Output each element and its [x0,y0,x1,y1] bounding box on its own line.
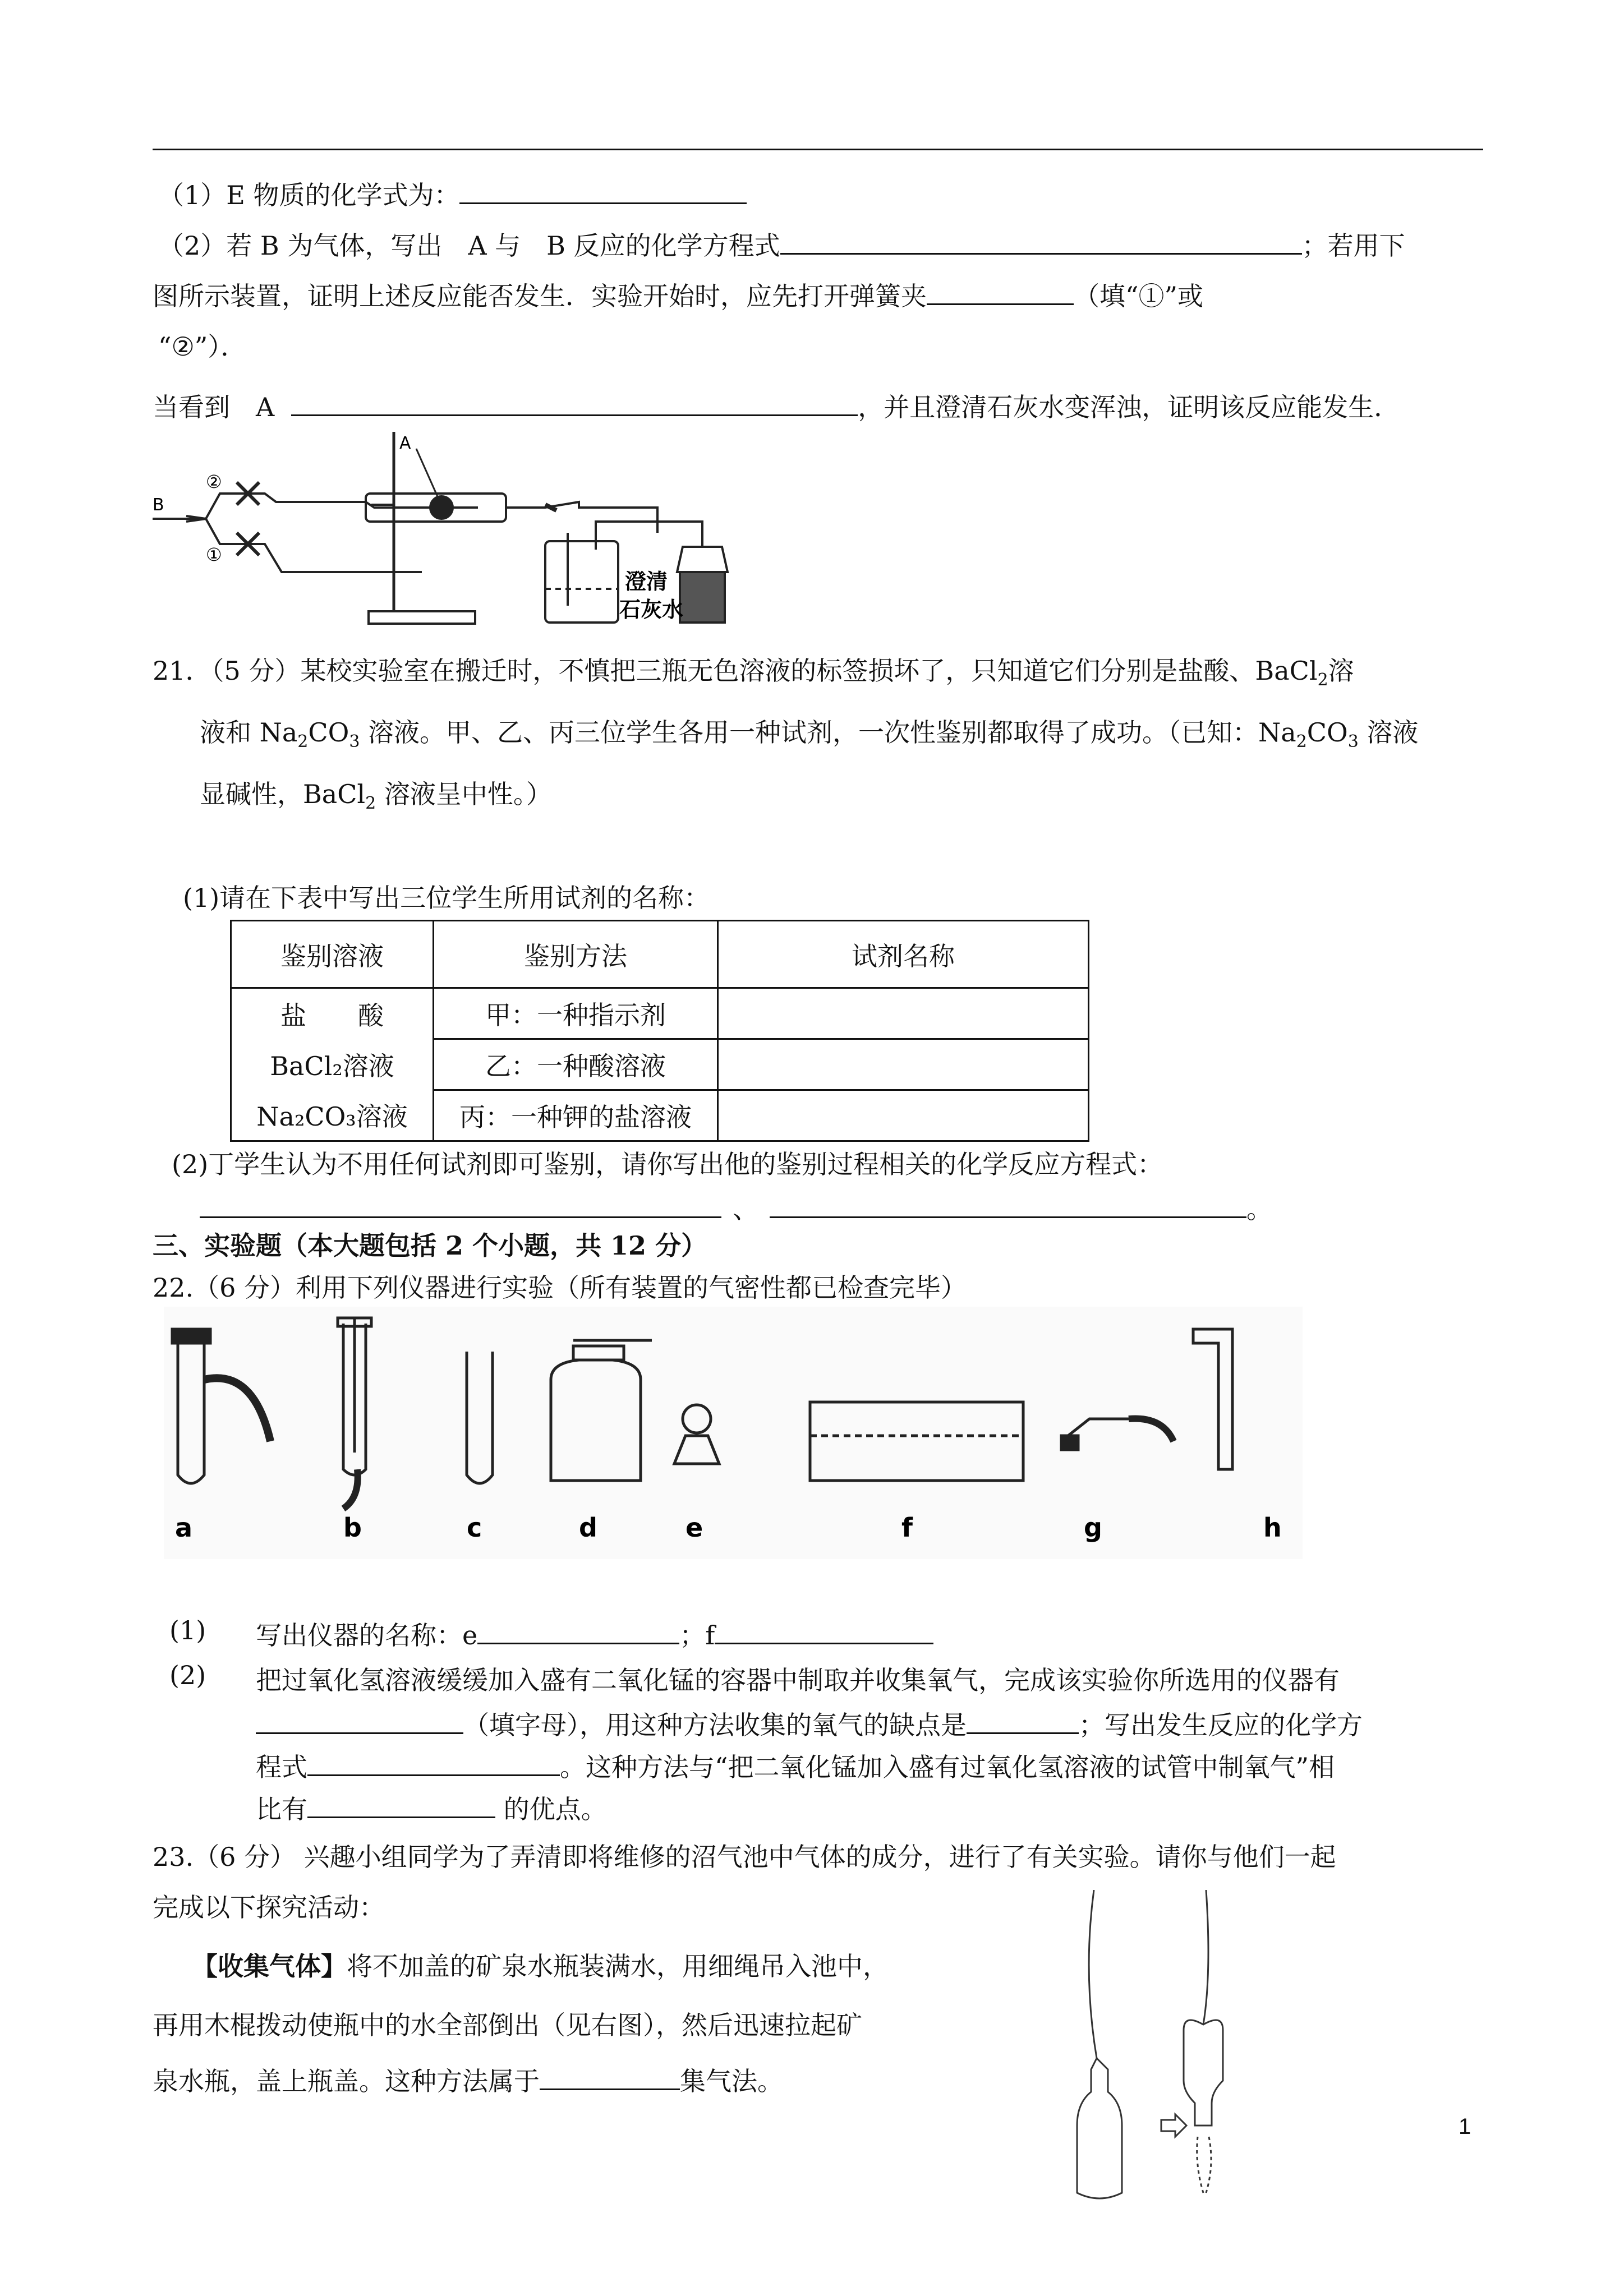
answer-blank[interactable] [256,1708,463,1734]
answer-blank[interactable] [477,1618,679,1644]
q21-line2: 液和 $Na_2CO_3$ 溶液。甲、乙、丙三位学生各用一种试剂，一次性鉴别都取得了成功。（已知：$Na_2CO_3$ 溶液 [200,717,1419,752]
q21-sub1: (1)请在下表中写出三位学生所用试剂的名称： [183,883,710,913]
label-c: c [467,1513,482,1543]
sample-a [429,495,454,520]
lower-tube [206,519,422,572]
limewater-bottle [545,541,618,623]
q21-answer-line: 、 。 [200,1189,1272,1226]
table-header: 试剂名称 [718,921,1089,988]
q22-part1-num: (1) [169,1615,206,1645]
label-b: b [343,1513,362,1543]
table-cell: 乙：一种酸溶液 [434,1039,718,1090]
q20-part3: 当看到 A ，并且澄清石灰水变浑浊，证明该反应能发生． [153,387,1400,424]
q20-part2-line2: 图所示装置，证明上述反应能否发生．实验开始时，应先打开弹簧夹 （填“①”或 [153,276,1203,313]
bottle-left [1077,2058,1122,2198]
svg-text:B: B [153,495,164,515]
label-h: h [1263,1513,1282,1543]
stand-base [369,611,475,624]
string-left [1089,1890,1097,2058]
q21-sub2: (2)丁学生认为不用任何试剂即可鉴别，请你写出他的鉴别过程相关的化学反应方程式： [172,1149,1163,1179]
q22-part2-line4: 比有 的优点。 [256,1789,607,1826]
outlet-tube [506,502,657,533]
q20-apparatus-figure [153,426,859,628]
q22-part2-line1: 把过氧化氢溶液缓缓加入盛有二氧化锰的容器中制取并收集氧气，完成该实验你所选用的仪器有 [256,1665,1340,1695]
page-number: 1 [1459,2114,1471,2139]
arrow-icon [1161,2114,1186,2137]
bottle-right [1184,2020,1223,2126]
answer-blank[interactable] [540,2064,680,2090]
answer-blank[interactable] [770,1192,1246,1218]
table-cell: Na₂CO₃溶液 [231,1090,434,1141]
svg-text:澄清: 澄清 [625,569,668,594]
q20-part1: （1）E 物质的化学式为： [158,175,747,212]
q21-line3: 显碱性，BaCl$_2$ 溶液呈中性。） [200,779,552,814]
answer-blank[interactable] [200,1192,721,1218]
table-cell: BaCl₂溶液 [231,1039,434,1090]
string-right [1203,1890,1208,2025]
table-cell: 丙：一种钾的盐溶液 [434,1090,718,1141]
answer-blank[interactable] [780,228,1302,255]
svg-text:A: A [399,434,411,453]
table-header: 鉴别溶液 [231,921,434,988]
table-cell: 盐 酸 [231,988,434,1039]
q22-part2-num: (2) [169,1660,206,1690]
q23-line4: 再用木棍拨动使瓶中的水全部倒出（见右图），然后迅速拉起矿 [153,2010,862,2040]
section-heading: 三、实验题（本大题包括 2 个小题，共 12 分） [153,1230,707,1261]
q22-instruments-figure [164,1307,1303,1559]
alcohol-lamp [677,547,728,572]
label-e: e [686,1513,703,1543]
svg-text:石灰水: 石灰水 [619,597,684,622]
q22-title: 22.（6 分）利用下列仪器进行实验（所有装置的气密性都已检查完毕） [153,1273,967,1303]
label-g: g [1084,1513,1102,1543]
answer-cell[interactable] [718,988,1089,1039]
answer-blank[interactable] [307,1792,495,1818]
answer-blank[interactable] [927,279,1074,305]
table-cell: 甲：一种指示剂 [434,988,718,1039]
lamp-block [680,572,725,623]
answer-blank[interactable] [291,390,858,416]
svg-text:②: ② [206,471,222,492]
q22-part1: 写出仪器的名称：e ；f [256,1615,933,1652]
q23-line3: 【收集气体】将不加盖的矿泉水瓶装满水，用细绳吊入池中， [192,1951,889,1981]
reagent-table [230,920,1089,1142]
answer-cell[interactable] [718,1039,1089,1090]
answer-blank[interactable] [459,178,747,204]
header-rule [153,149,1483,150]
q20-part2-line1: （2）若 B 为气体，写出 A 与 B 反应的化学方程式 ；若用下 [158,225,1405,262]
label-d: d [579,1513,597,1543]
answer-cell[interactable] [718,1090,1089,1141]
q22-part2-line3: 程式 。这种方法与“把二氧化锰加入盛有过氧化氢溶液的试管中制氧气”相 [256,1747,1335,1784]
label-f: f [901,1513,913,1543]
svg-text:①: ① [206,544,222,565]
answer-blank[interactable] [967,1708,1079,1734]
q22-part2-line2: （填字母），用这种方法收集的氧气的缺点是 ；写出发生反应的化学方 [256,1705,1363,1742]
table-header: 鉴别方法 [434,921,718,988]
answer-blank[interactable] [715,1618,933,1644]
q23-line2: 完成以下探究活动： [153,1892,385,1922]
answer-blank[interactable] [307,1750,560,1776]
q23-line5: 泉水瓶，盖上瓶盖。这种方法属于 集气法。 [153,2061,783,2098]
q23-bottle-figure [1055,1890,1279,2204]
label-a: a [175,1513,193,1543]
q23-line1: 23.（6 分） 兴趣小组同学为了弄清即将维修的沼气池中气体的成分，进行了有关实验。请你与他们一起 [153,1842,1336,1872]
q21-line1: 21．（5 分）某校实验室在搬迁时，不慎把三瓶无色溶液的标签损坏了，只知道它们分别是盐酸、BaCl$_2$溶 [153,656,1354,690]
q20-part2-line3: “②”）． [158,331,247,362]
